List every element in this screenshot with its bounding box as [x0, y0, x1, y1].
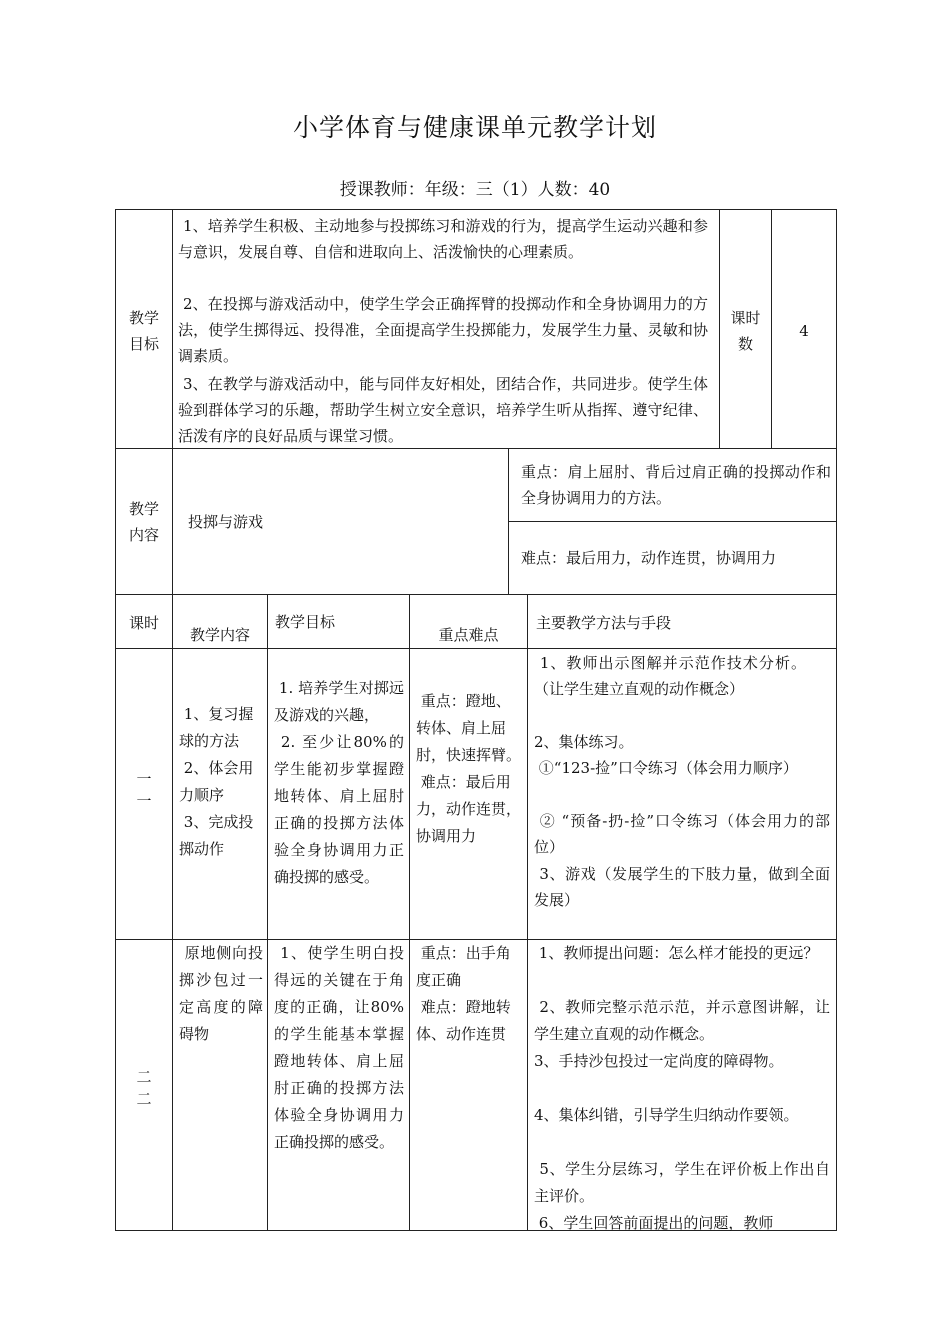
row1-objective: 1. 培养学生对掷远及游戏的兴趣， 2. 至少让80%的学生能初步掌握蹬地转体、肩上屈肘正确的投掷方法体验全身协调用力正确投掷的感受。: [274, 679, 404, 886]
row1-method-5: 3、游戏（发展学生的下肢力量，做到全面发展）: [534, 865, 830, 909]
page-title: 小学体育与健康课单元教学计划: [292, 113, 657, 142]
key-point: 重点：肩上屈肘、背后过肩正确的投掷动作和全身协调用力的方法。: [521, 463, 831, 507]
difficulty: 难点：最后用力，动作连贯，协调用力: [521, 549, 777, 567]
objective-item-1: 1、培养学生积极、主动地参与投掷练习和游戏的行为，提高学生运动兴趣和参与意识，发展自尊、自信和进取向上、活泼愉快的心理素质。: [178, 217, 708, 261]
row2-method-5: 5、学生分层练习，学生在评价板上作出自主评价。: [534, 1160, 830, 1205]
row1-method-1: 1、教师出示图解并示范作技术分析。（让学生建立直观的动作概念）: [534, 654, 806, 698]
row2-key-difficulty: 重点：出手角度正确 难点：蹬地转体、动作连贯: [416, 944, 511, 1043]
content-value: 投掷与游戏: [188, 513, 264, 531]
header-methods: 主要教学方法与手段: [536, 614, 672, 632]
objective-item-2: 2、在投掷与游戏活动中，使学生学会正确挥臂的投掷动作和全身协调用力的方法，使学生掷得远、投得准，全面提高学生投掷能力，发展学生力量、灵敏和协调素质。: [178, 295, 708, 365]
content-label: 教学 内容: [128, 500, 159, 544]
row1-method-4: ② “预备-扔-捡”口令练习（体会用力的部位）: [534, 812, 830, 856]
row1-content: 1、复习握球的方法 2、体会用力顺序 3、完成投掷动作: [179, 705, 254, 858]
header-key-difficulty: 重点难点: [438, 626, 499, 644]
objective-item-3: 3、在教学与游戏活动中，能与同伴友好相处，团结合作，共同进步。使学生体验到群体学习的乐趣，帮助学生树立安全意识，培养学生听从指挥、遵守纪律、活泼有序的良好品质与课堂习惯。: [178, 375, 708, 445]
row1-period: 一 一: [136, 770, 152, 810]
row1-key-difficulty: 重点：蹬地、转体、肩上屈肘，快速挥臂。 难点：最后用力，动作连贯，协调用力: [416, 692, 522, 845]
row2-method-4: 4、集体纠错，引导学生归纳动作要领。: [534, 1106, 799, 1124]
hours-label: 课时 数: [730, 309, 761, 353]
row2-method-6: 6、学生回答前面提出的问题，教师: [534, 1214, 774, 1231]
row1-method-2: 2、集体练习。: [534, 733, 634, 751]
row2-objective: 1、使学生明白投得远的关键在于角度的正确，让80%的学生能基本掌握蹬地转体、肩上屈肘正确的投掷方法体验全身协调用力正确投掷的感受。: [274, 944, 404, 1151]
row2-content: 原地侧向投掷沙包过一定高度的障碍物: [179, 944, 263, 1043]
row2-method-3: 3、手持沙包投过一定尚度的障碍物。: [534, 1052, 784, 1070]
header-content: 教学内容: [189, 626, 250, 644]
hours-value: 4: [799, 322, 809, 340]
row2-method-2: 2、教师完整示范示范，并示意图讲解，让学生建立直观的动作概念。: [534, 998, 830, 1043]
row1-method-3: ①“123-捡”口令练习（体会用力顺序）: [534, 759, 798, 777]
teacher-info-line: 授课教师：年级：三（1）人数：40: [339, 180, 611, 200]
objective-label: 教学 目标: [128, 309, 159, 353]
row2-period: 二 二: [136, 1068, 152, 1108]
row2-method-1: 1、教师提出问题：怎么样才能投的更远？: [534, 944, 819, 962]
header-period: 课时: [128, 614, 159, 632]
header-objective: 教学目标: [275, 613, 336, 631]
